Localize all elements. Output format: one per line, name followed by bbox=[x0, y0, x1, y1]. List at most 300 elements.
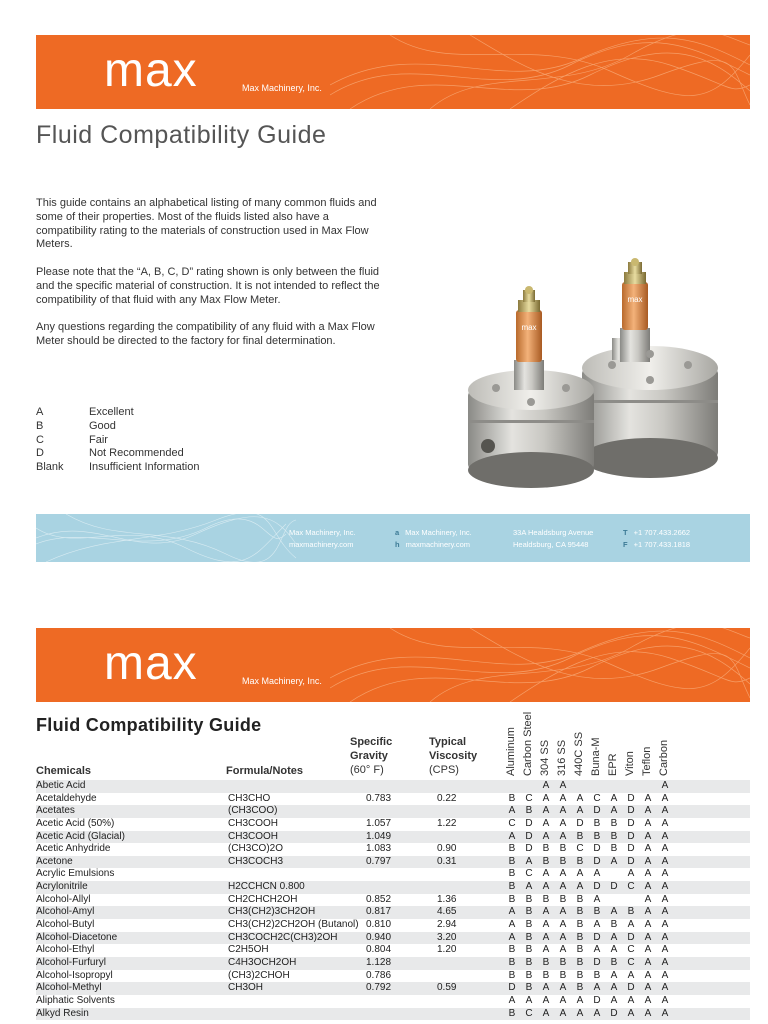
chemical-name: Acetone bbox=[36, 855, 73, 867]
intro-paragraph: Please note that the “A, B, C, D” rating shown is only between the fluid and the specific material of construction. It is not intended to reflect the compatibility of that fluid with any Max Flow Meter. bbox=[36, 265, 380, 306]
chemical-name: Alcohol-Butyl bbox=[36, 919, 95, 931]
rating-cell: B bbox=[508, 956, 516, 968]
rating-cell: A bbox=[610, 855, 618, 867]
table-row bbox=[36, 982, 750, 995]
table-row bbox=[36, 894, 750, 907]
rating-cell: A bbox=[661, 893, 669, 905]
contact-footer bbox=[36, 514, 750, 562]
rating-cell: A bbox=[508, 805, 516, 817]
rating-cell: A bbox=[542, 919, 550, 931]
legend-row bbox=[36, 434, 199, 448]
rating-cell: A bbox=[627, 994, 635, 1006]
footer-col-2 bbox=[395, 527, 472, 551]
chemical-name: Alcohol-Isopropyl bbox=[36, 969, 113, 981]
chemical-name: Acetic Acid (Glacial) bbox=[36, 830, 125, 842]
formula-cell: CH3COOH bbox=[228, 830, 279, 842]
rating-cell: D bbox=[627, 792, 635, 804]
table-row bbox=[36, 818, 750, 831]
rating-legend bbox=[36, 406, 199, 475]
intro-paragraph: Any questions regarding the compatibility of any fluid with a Max Flow Meter should be directed to the factory for final determination. bbox=[36, 321, 375, 347]
table-row bbox=[36, 843, 750, 856]
formula-cell: C4H3OCH2OH bbox=[228, 956, 297, 968]
intro-text bbox=[36, 197, 386, 363]
rating-cell: B bbox=[593, 969, 601, 981]
footer-label: F bbox=[623, 540, 628, 549]
rating-cell: A bbox=[661, 843, 669, 855]
chemical-name: Alcohol-Ethyl bbox=[36, 944, 95, 956]
specific-gravity-cell: 0.852 bbox=[366, 893, 392, 905]
footer-col-1 bbox=[289, 527, 356, 551]
chemical-name: Abetic Acid bbox=[36, 780, 86, 791]
rating-cell: A bbox=[644, 982, 652, 994]
specific-gravity-cell: 1.128 bbox=[366, 956, 392, 968]
rating-cell: A bbox=[542, 982, 550, 994]
rating-cell: A bbox=[542, 944, 550, 956]
footer-label: h bbox=[395, 540, 400, 549]
rating-cell: A bbox=[644, 956, 652, 968]
rating-cell: B bbox=[508, 855, 516, 867]
rating-cell: A bbox=[508, 919, 516, 931]
chemical-name: Alcohol-Methyl bbox=[36, 982, 102, 994]
rating-cell: B bbox=[576, 956, 584, 968]
rating-cell: A bbox=[525, 855, 533, 867]
rating-cell: B bbox=[610, 817, 618, 829]
material-header: Carbon bbox=[658, 739, 670, 776]
rating-cell: A bbox=[610, 969, 618, 981]
legend-value: Insufficient Information bbox=[89, 461, 200, 474]
rating-cell: D bbox=[627, 855, 635, 867]
rating-cell: B bbox=[525, 969, 533, 981]
footer-text: Max Machinery, Inc. bbox=[405, 528, 472, 537]
rating-cell: A bbox=[542, 1007, 550, 1019]
formula-cell: (CH3CO)2O bbox=[228, 843, 284, 855]
rating-cell: A bbox=[593, 944, 601, 956]
rating-cell: A bbox=[661, 944, 669, 956]
rating-cell: A bbox=[559, 931, 567, 943]
rating-cell: A bbox=[559, 780, 567, 791]
rating-cell: B bbox=[508, 1007, 516, 1019]
company-name: Max Machinery, Inc. bbox=[242, 83, 322, 93]
rating-cell: C bbox=[508, 817, 516, 829]
rating-cell: A bbox=[661, 969, 669, 981]
rating-cell: A bbox=[661, 906, 669, 918]
rating-cell: B bbox=[508, 881, 516, 893]
rating-cell: A bbox=[644, 931, 652, 943]
rating-cell: B bbox=[576, 944, 584, 956]
rating-cell: B bbox=[593, 906, 601, 918]
footer-text: maxmachinery.com bbox=[289, 540, 354, 549]
viscosity-cell: 3.20 bbox=[437, 931, 457, 943]
formula-cell: CH3(CH2)3CH2OH bbox=[228, 906, 316, 918]
rating-cell: D bbox=[593, 843, 601, 855]
rating-cell: B bbox=[525, 944, 533, 956]
rating-cell: A bbox=[542, 780, 550, 791]
material-header: 440C SS bbox=[573, 731, 585, 776]
rating-cell: A bbox=[542, 931, 550, 943]
material-headers bbox=[503, 700, 673, 776]
rating-cell: A bbox=[542, 805, 550, 817]
rating-cell: B bbox=[508, 843, 516, 855]
swirl-pattern bbox=[330, 628, 750, 702]
rating-cell: C bbox=[525, 792, 533, 804]
specific-gravity-cell: 0.940 bbox=[366, 931, 392, 943]
rating-cell: B bbox=[593, 830, 601, 842]
rating-cell: A bbox=[644, 906, 652, 918]
rating-cell: A bbox=[610, 982, 618, 994]
specific-gravity-cell: 0.817 bbox=[366, 906, 392, 918]
rating-cell: B bbox=[576, 931, 584, 943]
header-line: (CPS) bbox=[429, 764, 459, 776]
legend-value: Good bbox=[89, 419, 116, 432]
header-line: Viscosity bbox=[429, 750, 478, 762]
intro-paragraph: This guide contains an alphabetical listing of many common fluids and some of their properties. Most of the fluids listed also have a compatibility rating to the materials of construction used in Max Flow Meters. bbox=[36, 197, 377, 251]
material-header: 304 SS bbox=[539, 739, 551, 776]
rating-cell: A bbox=[627, 868, 635, 880]
top-banner bbox=[36, 35, 750, 109]
rating-cell: A bbox=[610, 931, 618, 943]
rating-cell: D bbox=[593, 855, 601, 867]
viscosity-cell: 1.36 bbox=[437, 893, 457, 905]
chemical-name: Alcohol-Furfuryl bbox=[36, 956, 107, 968]
rating-cell: A bbox=[576, 881, 584, 893]
rating-cell: A bbox=[542, 792, 550, 804]
rating-cell: D bbox=[593, 994, 601, 1006]
formula-cell: CH3COCH2C(CH3)2OH bbox=[228, 931, 338, 943]
table-row bbox=[36, 970, 750, 983]
rating-cell: B bbox=[508, 893, 516, 905]
rating-cell: A bbox=[508, 931, 516, 943]
rating-cell: A bbox=[542, 868, 550, 880]
rating-cell: B bbox=[525, 919, 533, 931]
meter-label: max bbox=[521, 323, 537, 332]
rating-cell: A bbox=[661, 805, 669, 817]
table-row bbox=[36, 793, 750, 806]
rating-cell: B bbox=[525, 805, 533, 817]
rating-cell: B bbox=[576, 893, 584, 905]
company-name: Max Machinery, Inc. bbox=[242, 676, 322, 686]
specific-gravity-cell: 1.049 bbox=[366, 830, 392, 842]
rating-cell: B bbox=[559, 956, 567, 968]
viscosity-cell: 2.94 bbox=[437, 919, 457, 931]
rating-cell: D bbox=[627, 931, 635, 943]
viscosity-cell: 0.31 bbox=[437, 855, 457, 867]
specific-gravity-cell: 1.057 bbox=[366, 817, 392, 829]
header-specific-gravity bbox=[350, 735, 392, 777]
rating-cell: B bbox=[559, 855, 567, 867]
rating-cell: D bbox=[525, 830, 533, 842]
rating-cell: B bbox=[525, 956, 533, 968]
rating-cell: A bbox=[661, 956, 669, 968]
formula-cell: (CH3COO) bbox=[228, 805, 278, 817]
rating-cell: A bbox=[559, 906, 567, 918]
max-logo: max bbox=[104, 637, 198, 690]
rating-cell: A bbox=[644, 792, 652, 804]
rating-cell: A bbox=[542, 906, 550, 918]
rating-cell: B bbox=[542, 855, 550, 867]
rating-cell: A bbox=[644, 969, 652, 981]
rating-cell: A bbox=[559, 994, 567, 1006]
specific-gravity-cell: 0.804 bbox=[366, 944, 392, 956]
swirl-pattern bbox=[330, 35, 750, 109]
rating-cell: A bbox=[576, 805, 584, 817]
rating-cell: A bbox=[627, 919, 635, 931]
material-header: Aluminum bbox=[505, 727, 517, 776]
legend-key: B bbox=[36, 419, 44, 432]
rating-cell: A bbox=[644, 843, 652, 855]
rating-cell: A bbox=[559, 982, 567, 994]
viscosity-cell: 1.22 bbox=[437, 817, 457, 829]
rating-cell: A bbox=[644, 919, 652, 931]
rating-cell: B bbox=[542, 956, 550, 968]
rating-cell: B bbox=[525, 893, 533, 905]
legend-key: A bbox=[36, 406, 44, 418]
formula-cell: CH3(CH2)2CH2OH (Butanol) bbox=[228, 919, 359, 931]
chemical-name: Acrylonitrile bbox=[36, 881, 88, 893]
header-formula: Formula/Notes bbox=[226, 765, 304, 777]
chemical-name: Acetates bbox=[36, 805, 75, 817]
rating-cell: B bbox=[542, 843, 550, 855]
rating-cell: A bbox=[661, 982, 669, 994]
rating-cell: D bbox=[627, 982, 635, 994]
specific-gravity-cell: 0.783 bbox=[366, 792, 392, 804]
specific-gravity-cell: 1.083 bbox=[366, 843, 392, 855]
rating-cell: A bbox=[661, 994, 669, 1006]
chemical-name: Alcohol-Allyl bbox=[36, 893, 91, 905]
rating-cell: A bbox=[661, 855, 669, 867]
rating-cell: B bbox=[610, 830, 618, 842]
large-meter bbox=[582, 258, 718, 478]
legend-row bbox=[36, 406, 199, 420]
rating-cell: A bbox=[593, 868, 601, 880]
table-row bbox=[36, 995, 750, 1008]
page2-banner bbox=[36, 628, 750, 702]
formula-cell: CH3CHO bbox=[228, 792, 271, 804]
rating-cell: A bbox=[610, 805, 618, 817]
rating-cell: B bbox=[508, 792, 516, 804]
rating-cell: D bbox=[593, 956, 601, 968]
table-row bbox=[36, 932, 750, 945]
footer-text: +1 707.433.2662 bbox=[633, 528, 691, 537]
specific-gravity-cell: 0.786 bbox=[366, 969, 392, 981]
table-row bbox=[36, 831, 750, 844]
rating-cell: A bbox=[508, 994, 516, 1006]
table-title: Fluid Compatibility Guide bbox=[36, 715, 262, 735]
rating-cell: B bbox=[593, 817, 601, 829]
formula-cell: CH3COCH3 bbox=[228, 855, 284, 867]
rating-cell: A bbox=[593, 982, 601, 994]
rating-cell: B bbox=[576, 969, 584, 981]
rating-cell: A bbox=[525, 994, 533, 1006]
specific-gravity-cell: 0.797 bbox=[366, 855, 392, 867]
rating-cell: C bbox=[525, 868, 533, 880]
rating-cell: A bbox=[661, 792, 669, 804]
chemical-name: Alcohol-Diacetone bbox=[36, 931, 118, 943]
rating-cell: B bbox=[610, 919, 618, 931]
table-row bbox=[36, 780, 750, 793]
material-header: Buna-M bbox=[590, 737, 602, 776]
viscosity-cell: 0.59 bbox=[437, 982, 457, 994]
header-line: Typical bbox=[429, 736, 467, 748]
rating-cell: A bbox=[559, 805, 567, 817]
rating-cell: D bbox=[508, 982, 516, 994]
rating-cell: A bbox=[576, 868, 584, 880]
rating-cell: A bbox=[644, 994, 652, 1006]
rating-cell: A bbox=[559, 817, 567, 829]
rating-cell: B bbox=[508, 868, 516, 880]
rating-cell: A bbox=[610, 906, 618, 918]
rating-cell: A bbox=[661, 830, 669, 842]
rating-cell: A bbox=[508, 830, 516, 842]
legend-key: Blank bbox=[36, 461, 64, 474]
table-row bbox=[36, 1008, 750, 1021]
rating-cell: A bbox=[559, 792, 567, 804]
footer-text: Healdsburg, CA 95448 bbox=[513, 540, 589, 549]
rating-cell: C bbox=[627, 956, 635, 968]
rating-cell: A bbox=[542, 881, 550, 893]
table-row bbox=[36, 957, 750, 970]
legend-row bbox=[36, 420, 199, 434]
rating-cell: B bbox=[525, 906, 533, 918]
rating-cell: A bbox=[559, 919, 567, 931]
rating-cell: B bbox=[559, 969, 567, 981]
header-line: Specific bbox=[350, 736, 393, 748]
chemical-name: Acetic Anhydride bbox=[36, 843, 111, 855]
chemical-name: Alcohol-Amyl bbox=[36, 906, 95, 918]
specific-gravity-cell: 0.792 bbox=[366, 982, 392, 994]
material-header: Viton bbox=[624, 751, 636, 776]
table-row bbox=[36, 805, 750, 818]
rating-cell: A bbox=[610, 792, 618, 804]
rating-cell: A bbox=[627, 969, 635, 981]
legend-value: Excellent bbox=[89, 406, 134, 418]
rating-cell: A bbox=[508, 906, 516, 918]
rating-cell: D bbox=[593, 881, 601, 893]
rating-cell: B bbox=[576, 919, 584, 931]
viscosity-cell: 1.20 bbox=[437, 944, 457, 956]
footer-text: +1 707.433.1818 bbox=[633, 540, 691, 549]
rating-cell: B bbox=[627, 906, 635, 918]
chemical-name: Acrylic Emulsions bbox=[36, 868, 115, 880]
rating-cell: A bbox=[661, 780, 669, 791]
rating-cell: A bbox=[593, 919, 601, 931]
rating-cell: D bbox=[593, 805, 601, 817]
rating-cell: D bbox=[627, 805, 635, 817]
legend-key: D bbox=[36, 447, 44, 460]
rating-cell: A bbox=[576, 792, 584, 804]
rating-cell: D bbox=[525, 817, 533, 829]
legend-row bbox=[36, 447, 199, 461]
header-chemicals: Chemicals bbox=[36, 765, 92, 777]
rating-cell: A bbox=[644, 944, 652, 956]
page-title: Fluid Compatibility Guide bbox=[36, 121, 327, 149]
rating-cell: A bbox=[559, 944, 567, 956]
rating-cell: B bbox=[525, 931, 533, 943]
flow-meter-photo bbox=[462, 250, 718, 500]
chemical-name: Acetaldehyde bbox=[36, 792, 97, 804]
formula-cell: H2CCHCN 0.800 bbox=[228, 881, 305, 893]
legend-key: C bbox=[36, 433, 44, 446]
formula-cell: CH3OH bbox=[228, 982, 264, 994]
rating-cell: A bbox=[576, 1007, 584, 1019]
rating-cell: D bbox=[576, 817, 584, 829]
rating-cell: A bbox=[661, 817, 669, 829]
rating-cell: B bbox=[508, 969, 516, 981]
specific-gravity-cell: 0.810 bbox=[366, 919, 392, 931]
table-row bbox=[36, 856, 750, 869]
rating-cell: A bbox=[559, 830, 567, 842]
rating-cell: C bbox=[576, 843, 584, 855]
rating-cell: B bbox=[525, 982, 533, 994]
rating-cell: D bbox=[610, 1007, 618, 1019]
table-row bbox=[36, 881, 750, 894]
rating-cell: A bbox=[644, 893, 652, 905]
table-row bbox=[36, 919, 750, 932]
rating-cell: D bbox=[525, 843, 533, 855]
legend-row bbox=[36, 461, 199, 475]
rating-cell: B bbox=[576, 830, 584, 842]
formula-cell: CH2CHCH2OH bbox=[228, 893, 298, 905]
rating-cell: B bbox=[542, 969, 550, 981]
rating-cell: A bbox=[644, 805, 652, 817]
rating-cell: A bbox=[525, 881, 533, 893]
rating-cell: C bbox=[593, 792, 601, 804]
rating-cell: C bbox=[627, 944, 635, 956]
rating-cell: A bbox=[661, 931, 669, 943]
rating-cell: D bbox=[627, 843, 635, 855]
rating-cell: A bbox=[593, 893, 601, 905]
header-line: Gravity bbox=[350, 750, 388, 762]
rating-cell: A bbox=[644, 881, 652, 893]
max-logo: max bbox=[104, 44, 198, 97]
rating-cell: B bbox=[610, 956, 618, 968]
rating-cell: A bbox=[644, 817, 652, 829]
rating-cell: A bbox=[542, 817, 550, 829]
viscosity-cell: 0.22 bbox=[437, 792, 457, 804]
rating-cell: A bbox=[610, 994, 618, 1006]
chemical-name: Acetic Acid (50%) bbox=[36, 817, 115, 829]
rating-cell: B bbox=[576, 906, 584, 918]
table-row bbox=[36, 906, 750, 919]
legend-value: Not Recommended bbox=[89, 447, 184, 460]
rating-cell: D bbox=[610, 881, 618, 893]
chemical-name: Alkyd Resin bbox=[36, 1007, 89, 1019]
rating-cell: B bbox=[559, 893, 567, 905]
rating-cell: A bbox=[576, 994, 584, 1006]
rating-cell: D bbox=[627, 817, 635, 829]
footer-col-3 bbox=[513, 527, 593, 551]
material-header: EPR bbox=[607, 753, 619, 776]
material-header: Teflon bbox=[641, 746, 653, 776]
rating-cell: B bbox=[576, 982, 584, 994]
formula-cell: C2H5OH bbox=[228, 944, 269, 956]
footer-text: maxmachinery.com bbox=[405, 540, 471, 549]
rating-cell: A bbox=[542, 830, 550, 842]
rating-cell: D bbox=[593, 931, 601, 943]
formula-cell: (CH3)2CHOH bbox=[228, 969, 290, 981]
rating-cell: C bbox=[627, 881, 635, 893]
compatibility-table bbox=[36, 780, 750, 1020]
rating-cell: A bbox=[627, 1007, 635, 1019]
rating-cell: A bbox=[644, 1007, 652, 1019]
rating-cell: A bbox=[610, 944, 618, 956]
rating-cell: A bbox=[661, 868, 669, 880]
legend-value: Fair bbox=[89, 433, 108, 446]
viscosity-cell: 0.90 bbox=[437, 843, 457, 855]
meter-label: max bbox=[627, 295, 643, 304]
footer-col-4 bbox=[623, 527, 690, 551]
chemical-name: Aliphatic Solvents bbox=[36, 994, 115, 1006]
material-header: Carbon Steel bbox=[522, 711, 534, 776]
